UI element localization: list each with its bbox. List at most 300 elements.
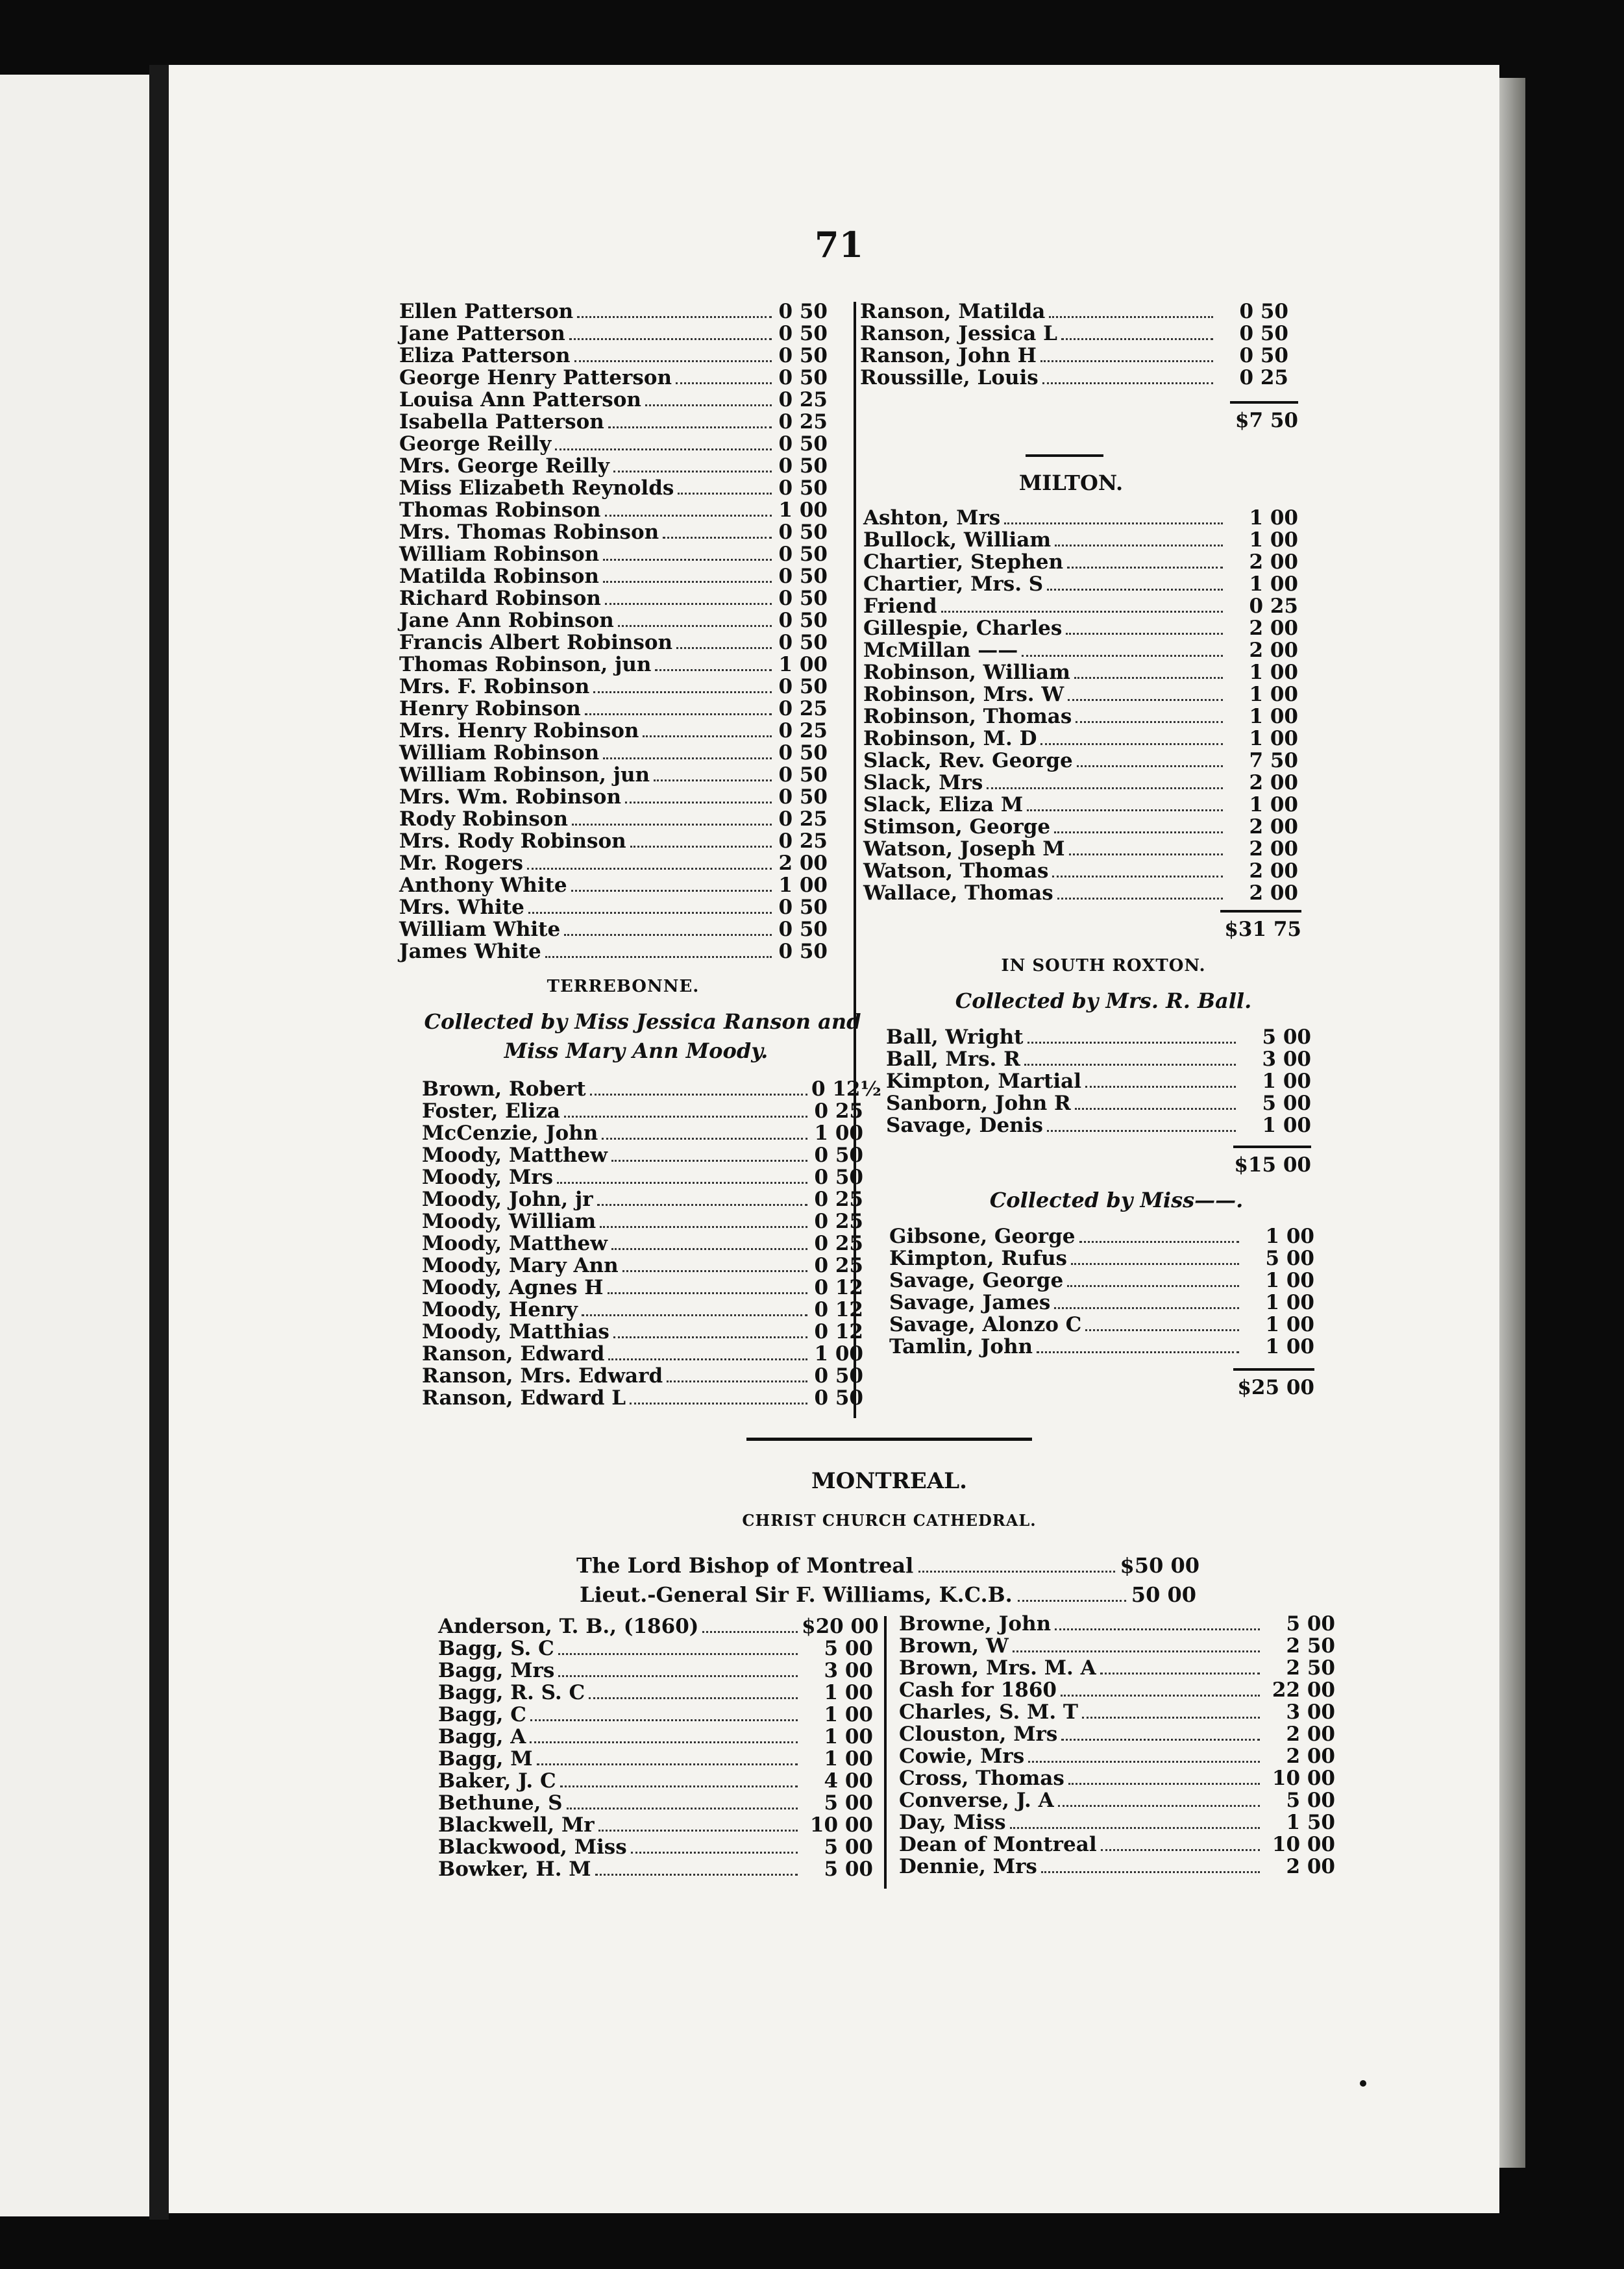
dot-leader [1068,699,1223,701]
list-item [886,1048,1311,1070]
contribution-amount: 0 50 [778,322,828,345]
list-item [399,896,828,918]
terrebonne-list [422,1077,881,1410]
dot-leader [603,559,772,561]
dot-leader [987,787,1223,789]
list-item [422,1144,863,1166]
contribution-amount: 5 00 [1265,1247,1314,1270]
contributor-name: Savage, George [889,1269,1064,1292]
contribution-amount: 1 00 [778,653,828,676]
contribution-amount: 0 12½ [811,1077,881,1101]
contribution-amount: 2 00 [1249,550,1298,574]
dot-leader [1058,1805,1260,1807]
contribution-amount: $20 00 [802,1615,879,1638]
contributor-name: Dennie, Mrs [899,1855,1037,1878]
contribution-amount: 2 00 [1249,815,1298,839]
dot-leader [1068,1783,1260,1785]
contribution-amount: 0 50 [778,675,828,698]
contributor-name: McCenzie, John [422,1122,598,1145]
contribution-amount: 0 25 [814,1210,863,1233]
dot-leader [630,846,772,848]
contributor-name: Moody, William [422,1210,597,1233]
contribution-amount: 10 00 [1272,1833,1335,1856]
contribution-amount: 3 00 [824,1659,873,1682]
cathedral-heading: CHRIST CHURCH CATHEDRAL. [742,1511,1037,1530]
dot-leader [603,757,772,759]
list-item [399,322,828,344]
dot-leader [1018,1600,1126,1602]
list-item [889,1269,1314,1291]
contributor-name: Friend [863,595,937,618]
contributor-name: Savage, Alonzo C [889,1313,1082,1336]
contributor-name: Richard Robinson [399,587,601,610]
contribution-amount: 1 00 [1265,1313,1314,1336]
contributor-name: Ball, Wright [886,1025,1024,1049]
list-item [899,1656,1335,1678]
contribution-amount: 0 50 [814,1364,863,1388]
dot-leader [1027,809,1223,811]
dot-leader [613,1336,807,1338]
south-roxton-heading: IN SOUTH ROXTON. [1001,956,1206,975]
contribution-amount: 1 00 [1249,727,1298,750]
dot-leader [611,1160,807,1162]
dot-leader [1055,1628,1260,1630]
contribution-amount: 0 25 [814,1254,863,1277]
list-item [422,1232,863,1254]
list-item [438,1813,873,1835]
contributor-name: Mrs. Henry Robinson [399,719,639,742]
contribution-amount: 1 00 [1265,1335,1314,1358]
contribution-amount: 2 00 [1249,617,1298,640]
contributor-name: Anthony White [399,874,567,897]
contribution-amount: 2 00 [1249,881,1298,905]
contributor-name: Moody, Matthias [422,1320,609,1343]
contribution-amount: 0 50 [778,587,828,610]
contribution-amount: 22 00 [1272,1678,1335,1702]
milton-heading: MILTON. [1018,471,1124,495]
contribution-amount: 2 00 [1249,837,1298,861]
dot-leader [625,802,772,803]
list-item [863,528,1298,550]
contribution-amount: 0 25 [778,829,828,853]
list-item [399,388,828,410]
list-item [422,1254,863,1276]
contribution-amount: 7 50 [1249,749,1298,772]
bishop-row [576,1553,1200,1578]
book-gutter [149,65,169,2220]
contributor-name: Moody, Matthew [422,1144,608,1167]
dot-leader [567,1808,798,1809]
contributor-name: William Robinson [399,543,600,566]
contribution-amount: 0 25 [814,1232,863,1255]
contribution-amount: 5 00 [824,1858,873,1881]
list-item [399,366,828,388]
contributor-name: Bagg, C [438,1703,526,1726]
list-item [889,1335,1314,1357]
contribution-amount: 1 00 [1249,528,1298,552]
list-item [438,1637,873,1659]
contributor-name: Mrs. F. Robinson [399,675,590,698]
dot-leader [527,868,772,870]
contribution-amount: 1 00 [778,498,828,522]
list-item [399,763,828,785]
ranson-list [860,300,1288,388]
list-item [422,1188,863,1210]
facing-page-edge [0,75,149,2216]
contribution-amount: 0 50 [814,1144,863,1167]
contributor-name: Ranson, Edward L [422,1386,626,1410]
list-item [863,815,1298,837]
list-item [399,521,828,543]
dot-leader [545,956,772,958]
contributor-name: Tamlin, John [889,1335,1033,1358]
general-name: Lieut.-General Sir F. Williams, K.C.B. [580,1582,1013,1607]
dot-leader [558,1675,798,1677]
dot-leader [1049,316,1213,318]
contribution-amount: 0 50 [778,300,828,323]
list-item [863,749,1298,771]
contributor-name: Chartier, Stephen [863,550,1064,574]
contribution-amount: 0 50 [778,896,828,919]
list-item [860,322,1288,344]
contributor-name: Cash for 1860 [899,1678,1057,1702]
dot-leader [585,713,772,715]
contribution-amount: 0 12 [814,1298,863,1321]
dot-leader [1028,1761,1260,1763]
contributor-name: Robinson, M. D [863,727,1037,750]
dot-leader [645,404,772,406]
dot-leader [667,1380,807,1382]
list-item [438,1769,873,1791]
miss-collected: Collected by Miss——. [989,1188,1244,1212]
list-item [422,1342,863,1364]
dot-leader [1067,1285,1239,1287]
page-edge-shadow [1499,78,1525,2168]
list-item [889,1313,1314,1335]
dot-leader [608,1358,807,1360]
patterson-list [399,300,828,962]
dot-leader [622,1270,807,1272]
dot-leader [560,1785,798,1787]
dot-leader [702,1631,798,1633]
contributor-name: Brown, Robert [422,1077,586,1101]
contributor-name: Bethune, S [438,1791,563,1815]
contributor-name: Slack, Rev. George [863,749,1073,772]
list-item [399,432,828,454]
contribution-amount: 0 50 [778,741,828,765]
list-item [863,639,1298,661]
montreal-list-left [438,1615,879,1881]
dot-leader [678,493,772,495]
dot-leader [572,824,772,826]
list-item [438,1703,873,1725]
contributor-name: Brown, Mrs. M. A [899,1656,1096,1680]
contribution-amount: 1 00 [1265,1269,1314,1292]
contribution-amount: 1 00 [1265,1291,1314,1314]
contributor-name: Kimpton, Martial [886,1070,1082,1093]
contribution-amount: 5 00 [1286,1612,1335,1636]
general-row [580,1582,1196,1607]
contribution-amount: 1 00 [824,1725,873,1748]
contributor-name: Moody, Matthew [422,1232,608,1255]
contribution-amount: 0 50 [1239,344,1288,367]
contribution-amount: 0 50 [814,1386,863,1410]
list-item [399,543,828,565]
list-item [863,595,1298,617]
dot-leader [1061,1695,1260,1697]
contribution-amount: 2 00 [1249,859,1298,883]
dot-leader [593,691,772,693]
contributor-name: Ranson, Edward [422,1342,605,1366]
dot-leader [1100,1673,1260,1674]
contribution-amount: 2 00 [1249,771,1298,794]
list-item [422,1077,881,1101]
list-item [422,1122,863,1144]
contribution-amount: 5 00 [1262,1092,1311,1115]
contribution-amount: 0 50 [778,763,828,787]
list-item [438,1791,873,1813]
contribution-amount: 5 00 [824,1835,873,1859]
list-item [399,587,828,609]
contributor-name: Mrs. Rody Robinson [399,829,626,853]
contributor-name: Jane Ann Robinson [399,609,614,632]
contribution-amount: 0 50 [814,1166,863,1189]
list-item [399,631,828,653]
contributor-name: Bagg, M [438,1747,533,1771]
contributor-name: Moody, Mrs [422,1166,554,1189]
contribution-amount: 0 50 [778,366,828,389]
montreal-list-right [899,1612,1335,1877]
contribution-amount: 0 12 [814,1276,863,1299]
dot-leader [1041,1871,1260,1873]
list-item [422,1298,863,1320]
contribution-amount: 5 00 [1286,1789,1335,1812]
contributor-name: Ranson, John H [860,344,1037,367]
list-item [422,1210,863,1232]
dot-leader [1047,589,1223,591]
list-item [438,1835,873,1858]
dot-leader [1074,677,1223,679]
list-item [438,1725,873,1747]
dot-leader [1054,1307,1239,1309]
list-item [399,344,828,366]
contributor-name: Blackwood, Miss [438,1835,627,1859]
dot-leader [528,912,772,914]
south-roxton-total: $15 00 [1233,1146,1311,1177]
contribution-amount: 0 25 [778,719,828,742]
dot-leader [1061,1739,1260,1741]
dot-leader [597,1204,807,1206]
dot-leader [605,603,772,605]
contribution-amount: 2 50 [1286,1634,1335,1658]
list-item [399,476,828,498]
contributor-name: Robinson, Thomas [863,705,1072,728]
contribution-amount: 0 50 [778,454,828,478]
contribution-amount: 0 50 [778,543,828,566]
list-item [863,617,1298,639]
dot-leader [1079,1241,1239,1243]
list-item [399,498,828,521]
list-item [889,1225,1314,1247]
contributor-name: Moody, John, jr [422,1188,593,1211]
contribution-amount: 1 00 [1265,1225,1314,1248]
contributor-name: Henry Robinson [399,697,581,720]
dot-leader [1040,360,1213,362]
list-item [886,1070,1311,1092]
contributor-name: Wallace, Thomas [863,881,1053,905]
dot-leader [557,1182,807,1184]
bishop-name: The Lord Bishop of Montreal [576,1553,914,1578]
dot-leader [1010,1827,1260,1829]
list-item [399,940,828,962]
contribution-amount: 1 00 [1249,661,1298,684]
contribution-amount: 0 50 [778,432,828,456]
contribution-amount: 1 50 [1286,1811,1335,1834]
contribution-amount: 0 25 [778,807,828,831]
dot-leader [613,471,772,472]
list-item [399,719,828,741]
dot-leader [1085,1086,1236,1088]
contribution-amount: 1 00 [1262,1114,1311,1137]
contributor-name: Chartier, Mrs. S [863,572,1044,596]
dot-leader [569,338,772,340]
contributor-name: Bowker, H. M [438,1858,591,1881]
dot-leader [608,1292,808,1294]
dot-leader [618,625,772,627]
dot-leader [558,1653,798,1655]
contribution-amount: 0 50 [778,785,828,809]
south-roxton-list [886,1025,1311,1136]
dot-leader [1066,633,1223,635]
contributor-name: Robinson, Mrs. W [863,683,1064,706]
contribution-amount: 2 00 [1286,1723,1335,1746]
dot-leader [918,1571,1114,1573]
contributor-name: Gillespie, Charles [863,617,1063,640]
dot-leader [655,669,772,671]
contributor-name: Thomas Robinson, jun [399,653,652,676]
list-item [399,565,828,587]
dot-leader [598,1830,798,1832]
dot-leader [1022,655,1223,657]
contribution-amount: 0 50 [778,344,828,367]
list-item [863,793,1298,815]
contributor-name: Jane Patterson [399,322,565,345]
contributor-name: Charles, S. M. T [899,1700,1079,1724]
contributor-name: Bagg, R. S. C [438,1681,585,1704]
list-item [860,366,1288,388]
contributor-name: Kimpton, Rufus [889,1247,1067,1270]
contributor-name: Miss Elizabeth Reynolds [399,476,674,500]
contribution-amount: 1 00 [814,1122,863,1145]
contribution-amount: 0 25 [778,697,828,720]
list-item [399,697,828,719]
contribution-amount: 0 50 [1239,300,1288,323]
list-item [438,1659,873,1681]
list-item [399,300,828,322]
dot-leader [595,1874,798,1876]
contributor-name: Bagg, A [438,1725,526,1748]
contribution-amount: 1 00 [1249,793,1298,816]
dot-leader [1055,545,1223,546]
montreal-separator [746,1438,1032,1441]
contributor-name: Louisa Ann Patterson [399,388,641,411]
dot-leader [564,1116,807,1118]
list-item [863,859,1298,881]
list-item [899,1634,1335,1656]
dot-leader [1013,1650,1260,1652]
list-item [399,741,828,763]
contributor-name: Anderson, T. B., (1860) [438,1615,699,1638]
dot-leader [1057,898,1223,900]
contribution-amount: 0 50 [778,565,828,588]
list-item [438,1615,879,1638]
list-item [399,918,828,940]
contributor-name: William Robinson [399,741,600,765]
contributor-name: Moody, Agnes H [422,1276,604,1299]
dot-leader [663,537,772,539]
list-item [899,1678,1335,1700]
list-item [399,785,828,807]
dot-leader [1040,743,1223,745]
contributor-name: Brown, W [899,1634,1009,1658]
list-item [886,1025,1311,1048]
montreal-heading: MONTREAL. [811,1468,967,1494]
contributor-name: Day, Miss [899,1811,1006,1834]
list-item [399,454,828,476]
contribution-amount: 2 00 [1286,1745,1335,1768]
contributor-name: Francis Albert Robinson [399,631,673,654]
terrebonne-collected-line-2: Miss Mary Ann Moody. [504,1038,769,1063]
dot-leader [537,1763,798,1765]
list-item [863,572,1298,595]
contributor-name: Mrs. George Reilly [399,454,609,478]
dot-leader [555,448,772,450]
contribution-amount: 0 50 [1239,322,1288,345]
contribution-amount: 1 00 [1249,705,1298,728]
contributor-name: Thomas Robinson [399,498,601,522]
milton-list [863,506,1298,903]
contribution-amount: 1 00 [824,1703,873,1726]
contributor-name: Ashton, Mrs [863,506,1001,530]
list-item [863,506,1298,528]
dot-leader [602,1138,807,1140]
list-item [860,300,1288,322]
contributor-name: James White [399,940,541,963]
contribution-amount: 2 50 [1286,1656,1335,1680]
ranson-total: $7 50 [1230,401,1298,432]
contributor-name: Sanborn, John R [886,1092,1071,1115]
list-item [422,1320,863,1342]
contributor-name: Moody, Mary Ann [422,1254,619,1277]
miss-total: $25 00 [1233,1368,1314,1399]
list-item [399,609,828,631]
list-item [399,410,828,432]
dot-leader [564,934,772,936]
contribution-amount: 0 25 [1249,595,1298,618]
list-item [899,1789,1335,1811]
dot-leader [1082,1717,1260,1719]
list-item [422,1099,863,1122]
list-item [422,1386,863,1408]
dot-leader [941,611,1223,613]
contribution-amount: 5 00 [824,1637,873,1660]
contributor-name: Watson, Joseph M [863,837,1065,861]
contribution-amount: 1 00 [1249,683,1298,706]
dot-leader [676,647,772,649]
section-rule [1026,454,1103,457]
contribution-amount: 1 00 [1249,572,1298,596]
list-item [399,653,828,675]
